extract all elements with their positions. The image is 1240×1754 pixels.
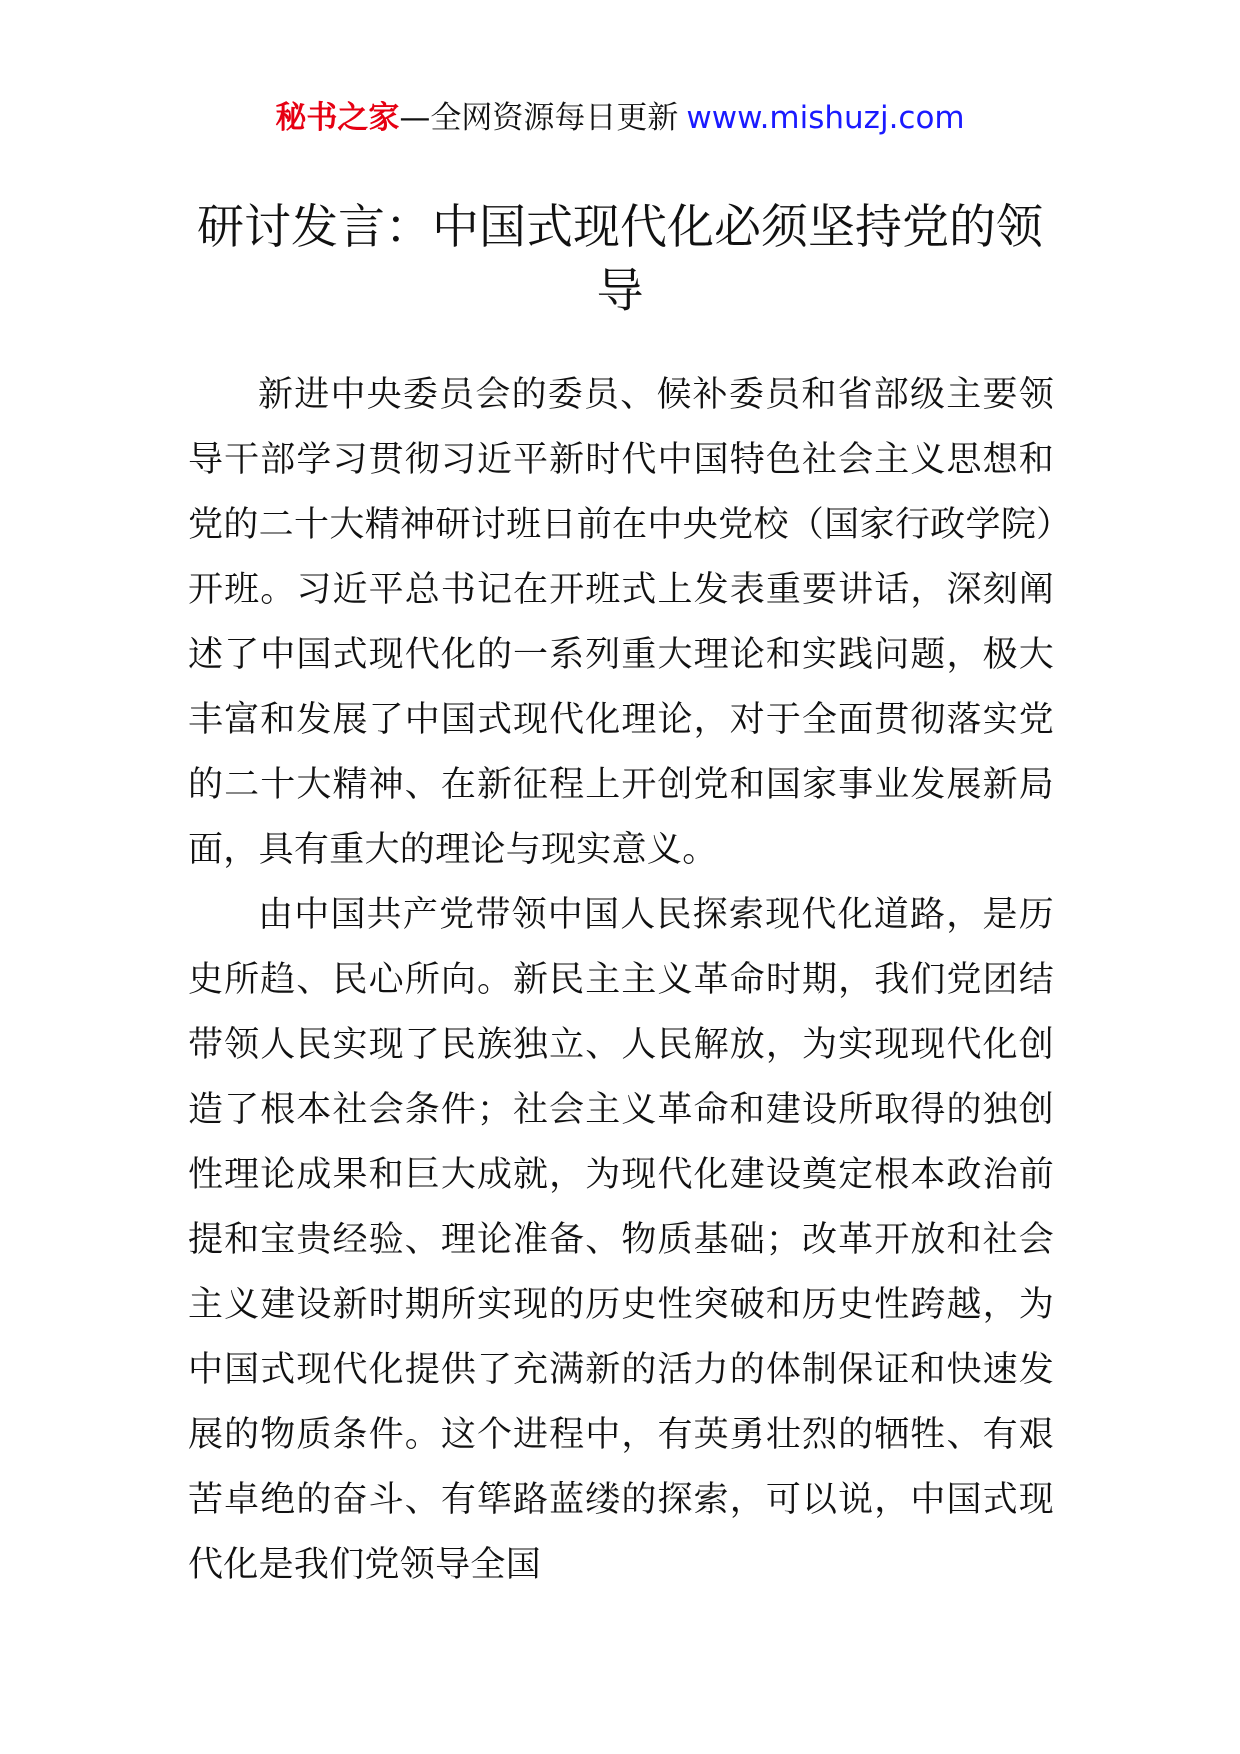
document-title: 研讨发言：中国式现代化必须坚持党的领导 xyxy=(197,200,1043,319)
site-header xyxy=(0,98,1240,138)
site-url-link[interactable]: www.mishuzj.com xyxy=(686,100,965,136)
body-paragraph-1: 新进中央委员会的委员、候补委员和省部级主要领导干部学习贯彻习近平新时代中国特色社会主义思想和党的二十大精神研讨班日前在中央党校（国家行政学院）开班。习近平总书记在开班式上发表重要讲话，深刻阐述了中国式现代化的一系列重大理论和实践问题，极大丰富和发展了中国式现代化理论，对于全面贯彻落实党的二十大精神、在新征程上开创党和国家事业发展新局面，具有重大的理论与现实意义。 xyxy=(188,375,1054,870)
body-paragraph-2: 由中国共产党带领中国人民探索现代化道路，是历史所趋、民心所向。新民主主义革命时期，我们党团结带领人民实现了民族独立、人民解放，为实现现代化创造了根本社会条件；社会主义革命和建设所取得的独创性理论成果和巨大成就，为现代化建设奠定根本政治前提和宝贵经验、理论准备、物质基础；改革开放和社会主义建设新时期所实现的历史性突破和历史性跨越，为中国式现代化提供了充满新的活力的体制保证和快速发展的物质条件。这个进程中，有英勇壮烈的牺牲、有艰苦卓绝的奋斗、有筚路蓝缕的探索，可以说，中国式现代化是我们党领导全国 xyxy=(188,895,1054,1585)
brand-name: 秘书之家 xyxy=(275,100,400,136)
document-body xyxy=(188,363,1054,1598)
header-slogan: —全网资源每日更新 xyxy=(399,100,679,136)
